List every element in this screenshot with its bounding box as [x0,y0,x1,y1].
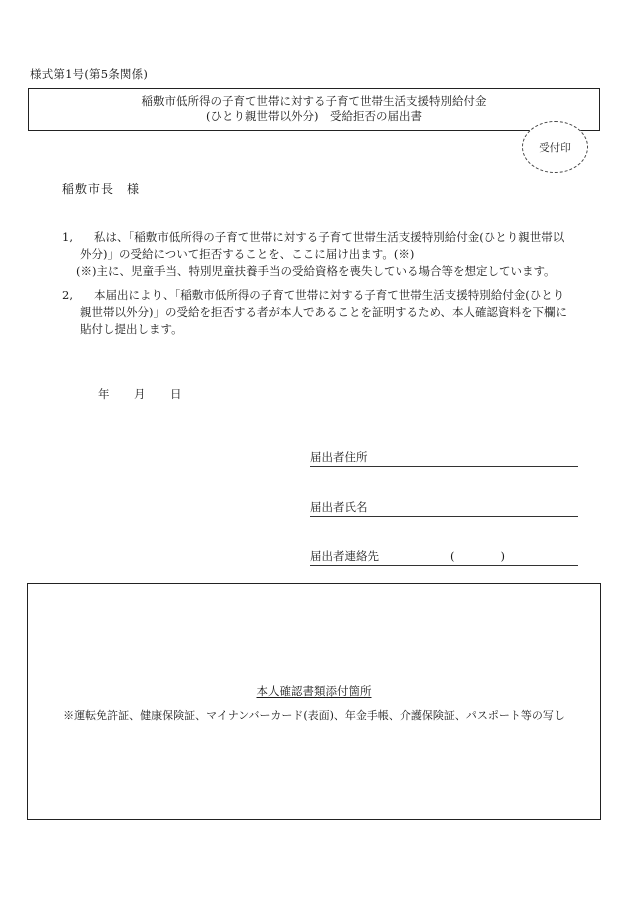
date-year-label: 年 [98,387,110,401]
addressee: 稲敷市長 様 [62,182,141,196]
document-title-line-2: (ひとり親世帯以外分) 受給拒否の届出書 [206,109,422,123]
applicant-name-label: 届出者氏名 [310,500,368,514]
form-number: 様式第1号(第5条関係) [30,67,149,81]
date-day-label: 日 [170,387,182,401]
id-document-section-title [27,683,601,699]
item-2-line-3: 貼付し提出します。 [80,322,183,336]
applicant-contact-parentheses: ( ) [450,549,505,563]
reception-stamp-label: 受付印 [539,141,571,154]
date-month-label: 月 [134,387,146,401]
id-document-title-text: 本人確認書類添付箇所 [256,684,372,698]
document-title-line-1: 稲敷市低所得の子育て世帯に対する子育て世帯生活支援特別給付金 [141,94,487,108]
item-2-line-2: 親世帯以外分)」の受給を拒否する者が本人であることを証明するため、本人確認資料を下欄に [80,305,568,319]
applicant-address-field[interactable] [310,448,578,467]
date-field [98,386,182,402]
item-2-number: 2, [62,288,73,302]
applicant-contact-field[interactable] [310,547,578,566]
item-1-number: 1, [62,230,73,244]
id-document-examples: ※運転免許証、健康保険証、マイナンバーカード(表面)、年金手帳、介護保険証、パスポート等の写し [63,709,565,722]
item-1-line-2: 外分)」の受給について拒否することを、ここに届け出ます。(※) [80,247,415,261]
item-1-line-1: 私は、「稲敷市低所得の子育て世帯に対する子育て世帯生活支援特別給付金(ひとり親世帯以 [94,230,565,244]
item-1-note: (※)主に、児童手当、特別児童扶養手当の受給資格を喪失している場合等を想定しています。 [76,264,556,278]
applicant-contact-label: 届出者連絡先 [310,549,379,563]
id-document-attachment-area [27,583,601,820]
document-title-box [28,88,600,131]
reception-stamp-area [522,121,588,173]
applicant-name-field[interactable] [310,498,578,517]
item-2-line-1: 本届出により、「稲敷市低所得の子育て世帯に対する子育て世帯生活支援特別給付金(ひとり [94,288,565,302]
applicant-address-label: 届出者住所 [310,450,368,464]
